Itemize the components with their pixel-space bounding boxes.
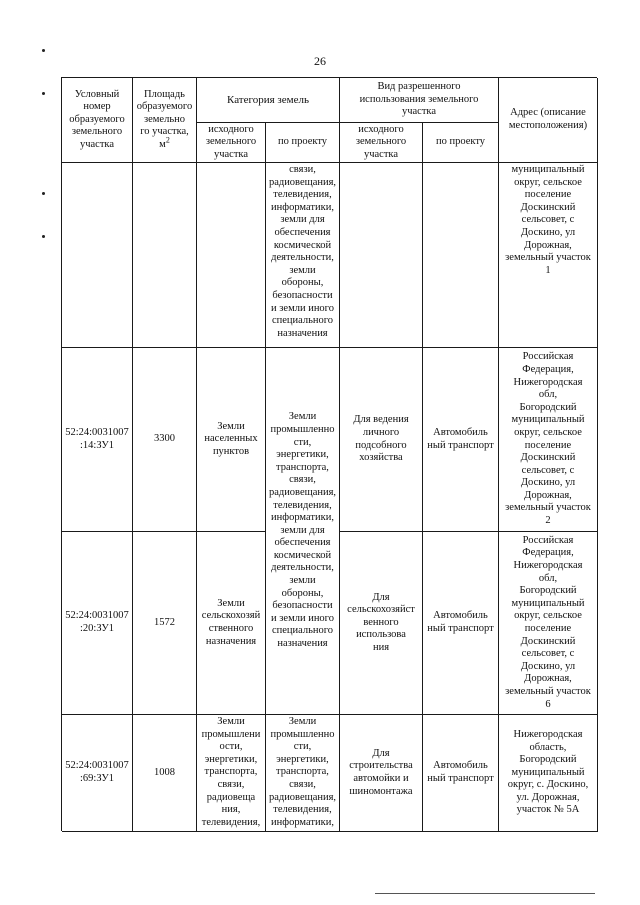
scan-speck (42, 235, 45, 238)
table-cell-area: 3300 (133, 348, 197, 532)
header-use-project: по проекту (423, 123, 499, 163)
scan-speck (42, 192, 45, 195)
page-number: 26 (314, 54, 326, 68)
table-cell-use-project: Автомобиль ный транспорт (423, 532, 499, 715)
table-cell-use-original: Для строительства автомойки и шиномонтажа (340, 715, 423, 832)
table-cell-use-original: Для сельскохозяйст венного использова ния (340, 532, 423, 715)
header-plot-number: Условный номер образуемого земельного участка (62, 78, 133, 163)
table-cell-use-original (340, 163, 423, 348)
header-category-original: исходного земельного участка (197, 123, 266, 163)
table-cell-use-project (423, 163, 499, 348)
table-cell-use-project: Автомобиль ный транспорт (423, 348, 499, 532)
table-cell-address: Российская Федерация, Нижегородская обл, Богородский муниципальный округ, сельское поселение Доскинский сельсовет, с Доскино, ул Дорожная, земельный участок 2 (499, 348, 598, 532)
scan-line (375, 893, 595, 894)
scan-speck (42, 49, 45, 52)
scan-speck (42, 92, 45, 95)
table-cell-id: 52:24:0031007 :20:ЗУ1 (62, 532, 133, 715)
header-address: Адрес (описание местоположения) (499, 78, 598, 163)
table-cell-category-original (197, 163, 266, 348)
table-cell-area: 1008 (133, 715, 197, 832)
table-cell-id: 52:24:0031007 :69:ЗУ1 (62, 715, 133, 832)
table-cell-category-project-merged: Земли промышленно сти, энергетики, транспорта, связи, радиовещания, телевидения, информатики, земли для обеспечения космической деятельности, земли обороны, безопасности и земли иного специального назначения (266, 348, 340, 715)
table-cell-address: Российская Федерация, Нижегородская обл, Богородский муниципальный округ, сельское поселение Доскинский сельсовет, с Доскино, ул Дорожная, земельный участок 6 (499, 532, 598, 715)
table-cell-category-project: связи, радиовещания, телевидения, информатики, земли для обеспечения космической деятельности, земли обороны, безопасности и земли иного специального назначения (266, 163, 340, 348)
table-cell-address: Нижегородская область, Богородский муниципальный округ, с. Доскино, ул. Дорожная, участок № 5А (499, 715, 598, 832)
header-land-category: Категория земель (197, 78, 340, 123)
table-cell-use-project: Автомобиль ный транспорт (423, 715, 499, 832)
table-cell-id (62, 163, 133, 348)
table-cell-use-original: Для ведения личного подсобного хозяйства (340, 348, 423, 532)
table-cell-category-original: Земли промышлени ости, энергетики, транспорта, связи, радиовеща ния, телевидения, (197, 715, 266, 832)
table-cell-area (133, 163, 197, 348)
table-cell-category-project: Земли промышленно сти, энергетики, транспорта, связи, радиовещания, телевидения, информатики, (266, 715, 340, 832)
header-plot-area: Площадь образуемого земельно го участка, $м^2$ (133, 78, 197, 163)
land-plots-table (61, 77, 597, 831)
header-permitted-use: Вид разрешенного использования земельного участка (340, 78, 499, 123)
table-cell-id: 52:24:0031007 :14:ЗУ1 (62, 348, 133, 532)
table-cell-area: 1572 (133, 532, 197, 715)
table-cell-category-original: Земли сельскохозяй ственного назначения (197, 532, 266, 715)
header-category-project: по проекту (266, 123, 340, 163)
table-cell-address: муниципальный округ, сельское поселение Доскинский сельсовет, с Доскино, ул Дорожная, земельный участок 1 (499, 163, 598, 348)
header-use-original: исходного земельного участка (340, 123, 423, 163)
table-cell-category-original: Земли населенных пунктов (197, 348, 266, 532)
